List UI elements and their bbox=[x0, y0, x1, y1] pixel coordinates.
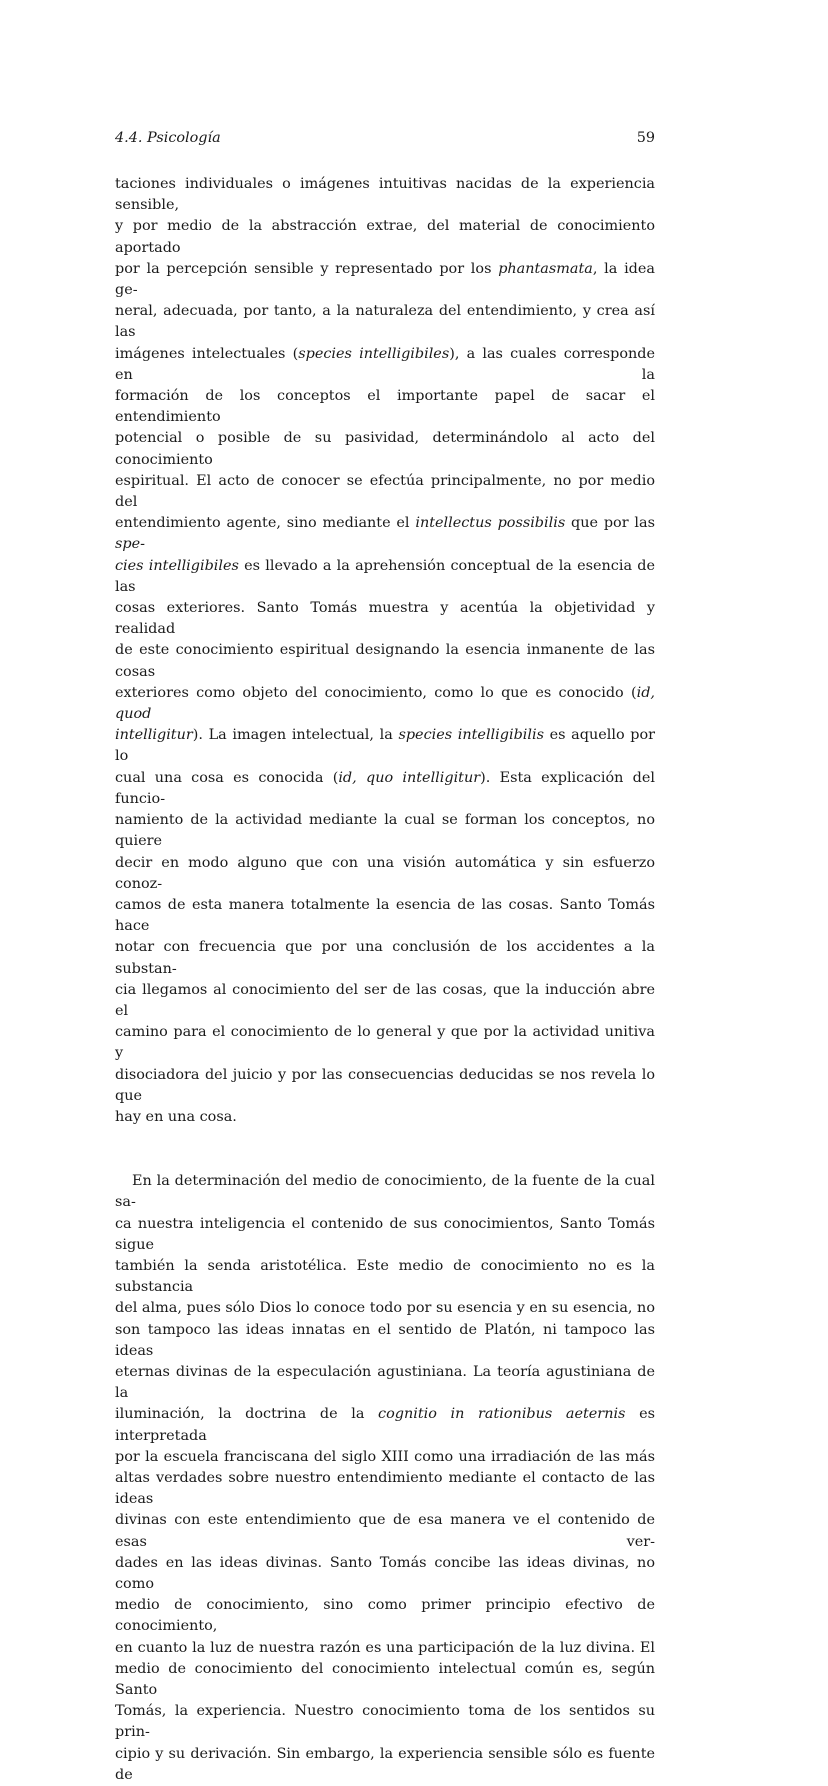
text-line: entendimiento agente, sino mediante el intellectus possibilis que por las spe- bbox=[115, 515, 655, 553]
text-line: camos de esta manera totalmente la esencia de las cosas. Santo Tomás hace bbox=[115, 896, 655, 935]
text-line: cipio y su derivación. Sin embargo, la experiencia sensible sólo es fuente de bbox=[115, 1745, 655, 1783]
italic-term: intellectus possibilis bbox=[415, 515, 566, 532]
italic-term: species intelligibilis bbox=[398, 727, 544, 744]
text-line: cia llegamos al conocimiento del ser de las cosas, que la inducción abre el bbox=[115, 981, 655, 1019]
text-line: decir en modo alguno que con una visión automática y sin esfuerzo conoz- bbox=[115, 854, 655, 892]
page-number: 59 bbox=[636, 130, 655, 146]
running-header bbox=[115, 128, 655, 148]
text-line: en cuanto la luz de nuestra razón es una participación de la luz divina. El bbox=[115, 1639, 655, 1656]
italic-term: phantasmata bbox=[498, 260, 593, 277]
text-line: notar con frecuencia que por una conclusión de los accidentes a la substan- bbox=[115, 939, 655, 977]
text-line: imágenes intelectuales (species intelligibiles), a las cuales corresponde en la bbox=[115, 345, 655, 383]
text-line: por la escuela franciscana del siglo XIII como una irradiación de las más bbox=[115, 1448, 655, 1465]
text-line: del alma, pues sólo Dios lo conoce todo por su esencia y en su esencia, no bbox=[115, 1300, 655, 1317]
text-line: cies intelligibiles es llevado a la aprehensión conceptual de la esencia de las bbox=[115, 557, 656, 595]
italic-term: species intelligibiles bbox=[298, 345, 450, 362]
text-line: por la percepción sensible y representado por los phantasmata, la idea ge- bbox=[115, 260, 655, 299]
section-title: 4.4. Psicología bbox=[115, 130, 221, 146]
text-line: iluminación, la doctrina de la cognitio in rationibus aeternis es interpretada bbox=[115, 1406, 655, 1444]
text-line: son tampoco las ideas innatas en el sentido de Platón, ni tampoco las ideas bbox=[115, 1321, 655, 1359]
text-line: Tomás, la experiencia. Nuestro conocimiento toma de los sentidos su prin- bbox=[115, 1703, 655, 1741]
text-line: formación de los conceptos el importante papel de sacar el entendimiento bbox=[115, 388, 655, 426]
paragraph-2 bbox=[115, 1171, 655, 1786]
text-line: camino para el conocimiento de lo general y que por la actividad unitiva y bbox=[115, 1024, 655, 1062]
italic-term: intelligitur bbox=[115, 727, 193, 744]
text-line: dades en las ideas divinas. Santo Tomás concibe las ideas divinas, no como bbox=[115, 1554, 655, 1592]
text-line: de este conocimiento espiritual designando la esencia inmanente de las cosas bbox=[115, 642, 655, 680]
text-line: namiento de la actividad mediante la cual se forman los conceptos, no quiere bbox=[115, 812, 655, 850]
italic-term: id, quod bbox=[115, 684, 655, 723]
text-line: eternas divinas de la especulación agustiniana. La teoría agustiniana de la bbox=[115, 1363, 655, 1402]
text-line: medio de conocimiento del conocimiento intelectual común es, según Santo bbox=[115, 1660, 655, 1699]
text-line: espiritual. El acto de conocer se efectúa principalmente, no por medio del bbox=[115, 472, 655, 511]
italic-term: cies intelligibiles bbox=[115, 557, 239, 574]
italic-term: id, quo intelligitur bbox=[338, 769, 481, 786]
text-line: y por medio de la abstracción extrae, del material de conocimiento aportado bbox=[115, 218, 655, 256]
text-line: medio de conocimiento, sino como primer principio efectivo de conocimiento, bbox=[115, 1597, 655, 1635]
text-line: cosas exteriores. Santo Tomás muestra y acentúa la objetividad y realidad bbox=[115, 600, 655, 638]
text-line: hay en una cosa. bbox=[115, 1108, 237, 1125]
text-line: ca nuestra inteligencia el contenido de sus conocimientos, Santo Tomás sigue bbox=[115, 1215, 655, 1253]
text-line: exteriores como objeto del conocimiento, como lo que es conocido (id, quod bbox=[115, 684, 655, 723]
text-line: En la determinación del medio de conocimiento, de la fuente de la cual sa- bbox=[115, 1173, 655, 1211]
italic-term: spe- bbox=[115, 536, 145, 553]
italic-term: cognitio in rationibus aeternis bbox=[378, 1406, 626, 1423]
text-line: altas verdades sobre nuestro entendimiento mediante el contacto de las ideas bbox=[115, 1469, 655, 1508]
text-line: disociadora del juicio y por las consecuencias deducidas se nos revela lo que bbox=[115, 1066, 655, 1104]
text-line: cual una cosa es conocida (id, quo intelligitur). Esta explicación del funcio- bbox=[115, 769, 656, 807]
text-line: neral, adecuada, por tanto, a la naturaleza del entendimiento, y crea así las bbox=[115, 303, 655, 341]
text-line: divinas con este entendimiento que de esa manera ve el contenido de esas ver- bbox=[115, 1512, 655, 1550]
text-line: potencial o posible de su pasividad, determinándolo al acto del conocimiento bbox=[115, 430, 655, 468]
text-line: taciones individuales o imágenes intuitivas nacidas de la experiencia sensible, bbox=[115, 176, 655, 214]
page bbox=[115, 128, 655, 1786]
paragraph-1 bbox=[115, 174, 655, 1128]
text-line: intelligitur). La imagen intelectual, la species intelligibilis es aquello por lo bbox=[115, 727, 656, 765]
text-line: también la senda aristotélica. Este medio de conocimiento no es la substancia bbox=[115, 1257, 655, 1296]
